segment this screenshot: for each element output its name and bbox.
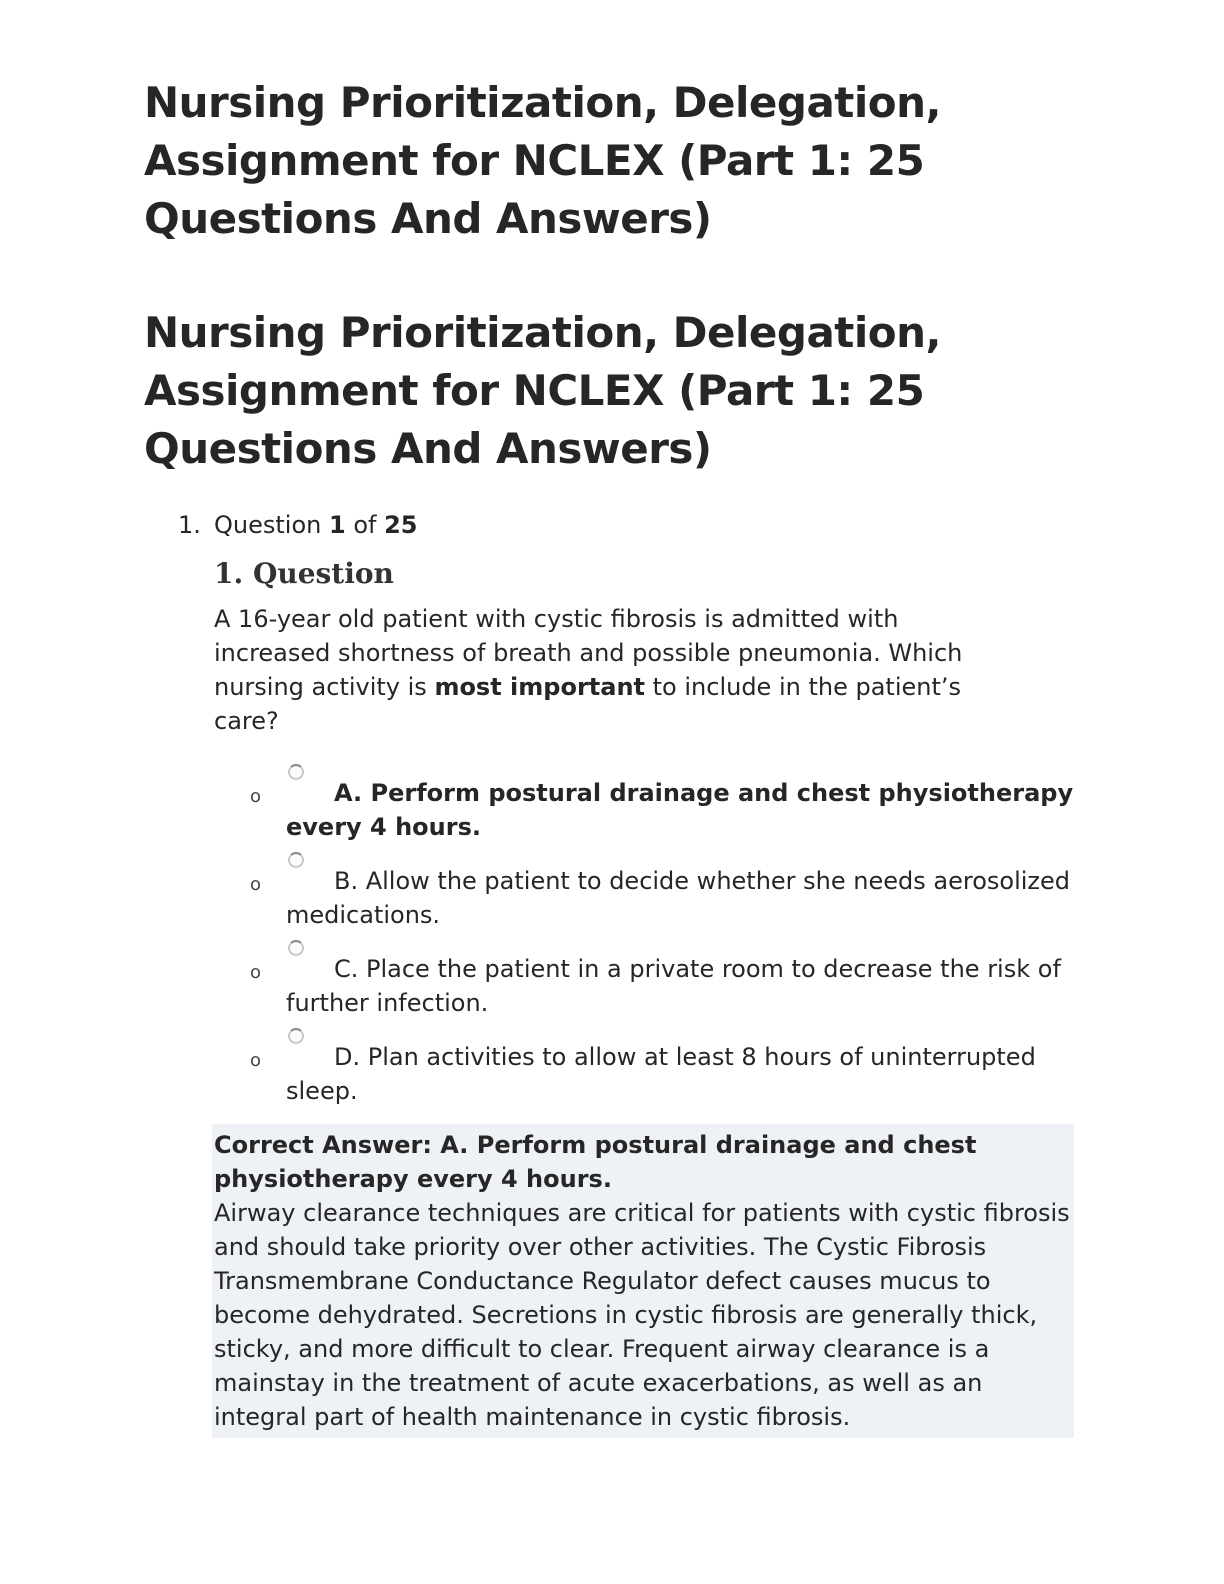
- option-label: C. Place the patient in a private room to decrease the risk of further infection.: [286, 955, 1061, 1017]
- option-a[interactable]: [214, 776, 1078, 844]
- radio-button-icon[interactable]: [288, 1028, 304, 1044]
- counter-current: 1: [328, 511, 346, 539]
- list-bullet: o: [250, 786, 262, 807]
- question-heading: 1. Question: [214, 557, 394, 590]
- list-bullet: o: [250, 962, 262, 983]
- option-c[interactable]: [214, 952, 1078, 1020]
- question-item: [144, 508, 1080, 1438]
- document-page: [144, 74, 1080, 1438]
- question-text-start: A 16-year old patient with cystic fibrosis is admitted with increased shortness of breath and possible pneumonia. Which nursing activity is: [214, 605, 963, 701]
- page-title: Nursing Prioritization, Delegation, Assignment for NCLEX (Part 1: 25 Questions And Answers): [144, 78, 941, 243]
- answer-explanation-box: [212, 1124, 1074, 1438]
- counter-total: 25: [384, 511, 418, 539]
- question-text: [214, 602, 1004, 738]
- explanation-text: Airway clearance techniques are critical for patients with cystic fibrosis and should take priority over other activities. The Cystic Fibrosis Transmembrane Conductance Regulator defect causes mucus to become dehydrated. Secretions in cystic fibrosis are generally thick, sticky, and more difficult to clear. Frequent airway clearance is a mainstay in the treatment of acute exacerbations, as well as an integral part of health maintenance in cystic fibrosis.: [214, 1199, 1070, 1431]
- list-number: 1.: [178, 511, 201, 539]
- list-bullet: o: [250, 874, 262, 895]
- option-d[interactable]: [214, 1040, 1078, 1108]
- option-label: B. Allow the patient to decide whether she needs aerosolized medications.: [286, 867, 1071, 929]
- radio-button-icon[interactable]: [288, 852, 304, 868]
- list-bullet: o: [250, 1050, 262, 1071]
- option-b[interactable]: [214, 864, 1078, 932]
- option-label: D. Plan activities to allow at least 8 hours of uninterrupted sleep.: [286, 1043, 1036, 1105]
- correct-answer: Correct Answer: A. Perform postural drainage and chest physiotherapy every 4 hours.: [214, 1131, 977, 1193]
- radio-button-icon[interactable]: [288, 764, 304, 780]
- article-title: Nursing Prioritization, Delegation, Assignment for NCLEX (Part 1: 25 Questions And Answers): [144, 308, 941, 473]
- question-emphasis: most important: [434, 673, 646, 701]
- counter-of: of: [353, 511, 377, 539]
- question-text-end: to include in the patient’s care?: [214, 673, 962, 735]
- question-counter: [144, 508, 1080, 542]
- option-label: A. Perform postural drainage and chest physiotherapy every 4 hours.: [286, 779, 1074, 841]
- counter-prefix: Question: [214, 511, 322, 539]
- answer-options: [214, 776, 1080, 1108]
- radio-button-icon[interactable]: [288, 940, 304, 956]
